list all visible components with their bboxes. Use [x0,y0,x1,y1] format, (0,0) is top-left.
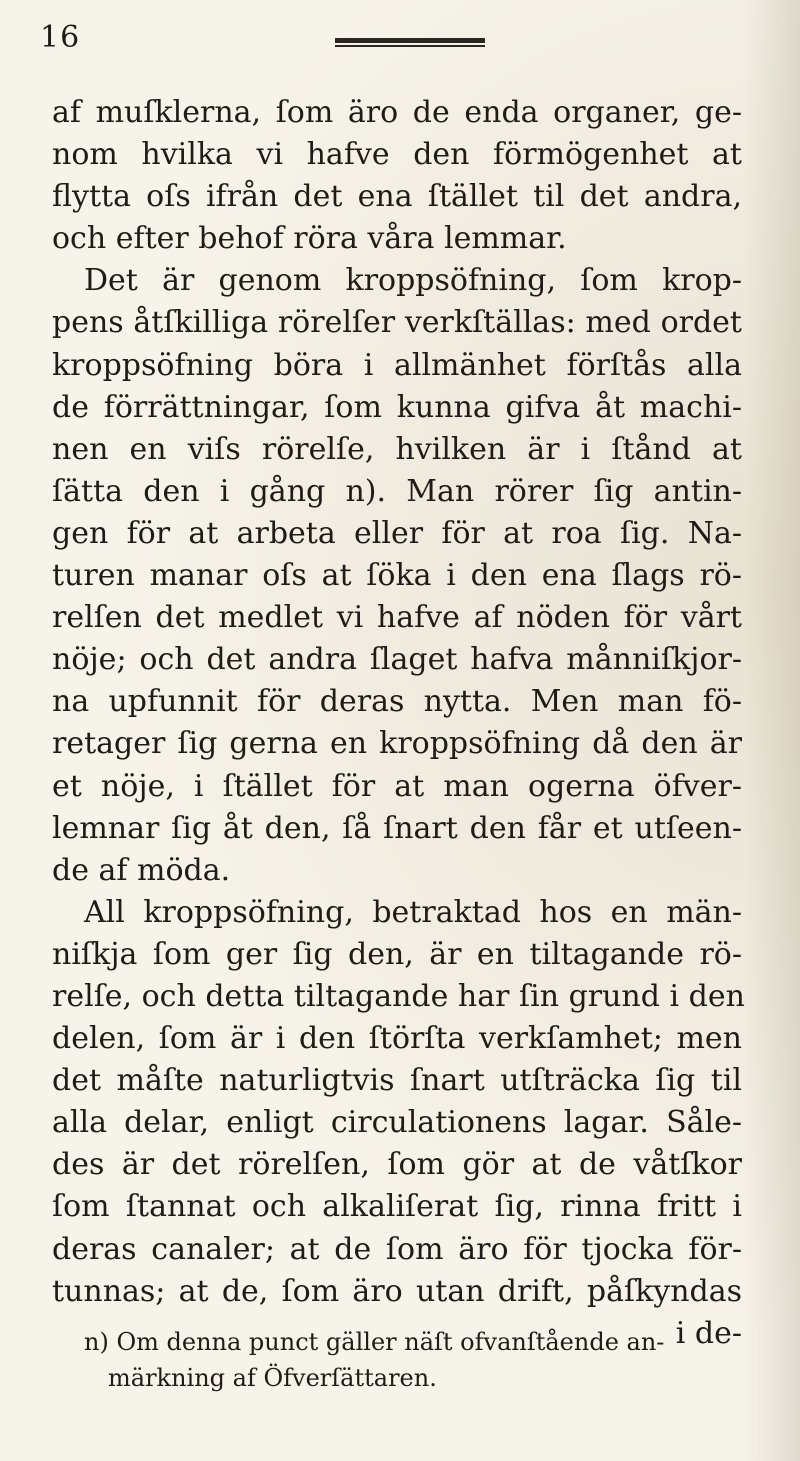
header-rule-thick [335,38,485,43]
text-line: deras canaler; at de ſom äro för tjocka för- [52,1231,742,1267]
text-line: nöje; och det andra ſlaget hafva månniſkjor- [52,642,742,678]
text-line: ſom ſtannat och alkaliſerat ſig, rinna fritt i [52,1189,742,1225]
header-rule-ornament [335,38,485,48]
text-line: och efter behof röra våra lemmar. [52,221,567,257]
header-rule-thin [335,45,485,47]
text-line: turen manar oſs at ſöka i den ena ſlags rö- [52,558,742,594]
text-line: tunnas; at de, ſom äro utan drift, påſkyndas [52,1273,742,1309]
main-text [52,92,745,1355]
footnote-line: n) Om denna punct gäller näſt ofvanſtående an- [84,1328,665,1356]
page-number: 16 [40,20,81,55]
text-line: kroppsöfning böra i allmänhet förſtås alla [52,347,742,383]
text-line: lemnar ſig åt den, ſå ſnart den får et utſeen- [52,810,742,846]
text-line: delen, ſom är i den ſtörſta verkſamhet; men [52,1021,742,1057]
text-line: pens åtſkilliga rörelſer verkſtällas: med ordet [52,305,742,341]
paragraph-start-line: Det är genom kroppsöfning, ſom krop- [84,263,742,299]
text-line: af muſklerna, ſom äro de enda organer, ge- [52,95,742,130]
text-line: et nöje, i ſtället för at man ogerna öfver- [52,768,742,804]
text-line: niſkja ſom ger ſig den, är en tiltagande rö- [52,936,742,972]
text-line: des är det rörelſen, ſom gör at de våtſkor [52,1147,742,1183]
text-line: relſe, och detta tiltagande har ſin grund i den [52,978,745,1014]
text-line: na upfunnit för deras nytta. Men man fö- [52,684,742,720]
text-line: det måſte naturligtvis ſnart utſträcka ſig til [52,1063,742,1099]
text-line: retager ſig gerna en kroppsöfning då den är [52,726,742,762]
footnote [84,1324,724,1396]
footnote-line: märkning af Öfverſättaren. [108,1364,437,1392]
text-line: nen en viſs rörelſe, hvilken är i ſtånd at [52,431,742,467]
text-line: flytta oſs ifrån det ena ſtället til det andra, [52,179,742,215]
catchword: i de- [675,1315,742,1351]
text-line: de af möda. [52,852,231,888]
text-line: alla delar, enligt circulationens lagar. Såle- [52,1105,742,1141]
text-line: ſätta den i gång n). Man rörer ſig antin- [52,473,742,509]
text-line: gen för at arbeta eller för at roa ſig. Na- [52,515,742,551]
text-line: de förrättningar, ſom kunna gifva åt machi- [52,389,742,425]
paragraph-start-line: All kroppsöfning, betraktad hos en män- [84,894,742,930]
text-line: nom hvilka vi hafve den förmögenhet at [52,137,742,173]
text-line: relſen det medlet vi hafve af nöden för vårt [52,600,742,636]
